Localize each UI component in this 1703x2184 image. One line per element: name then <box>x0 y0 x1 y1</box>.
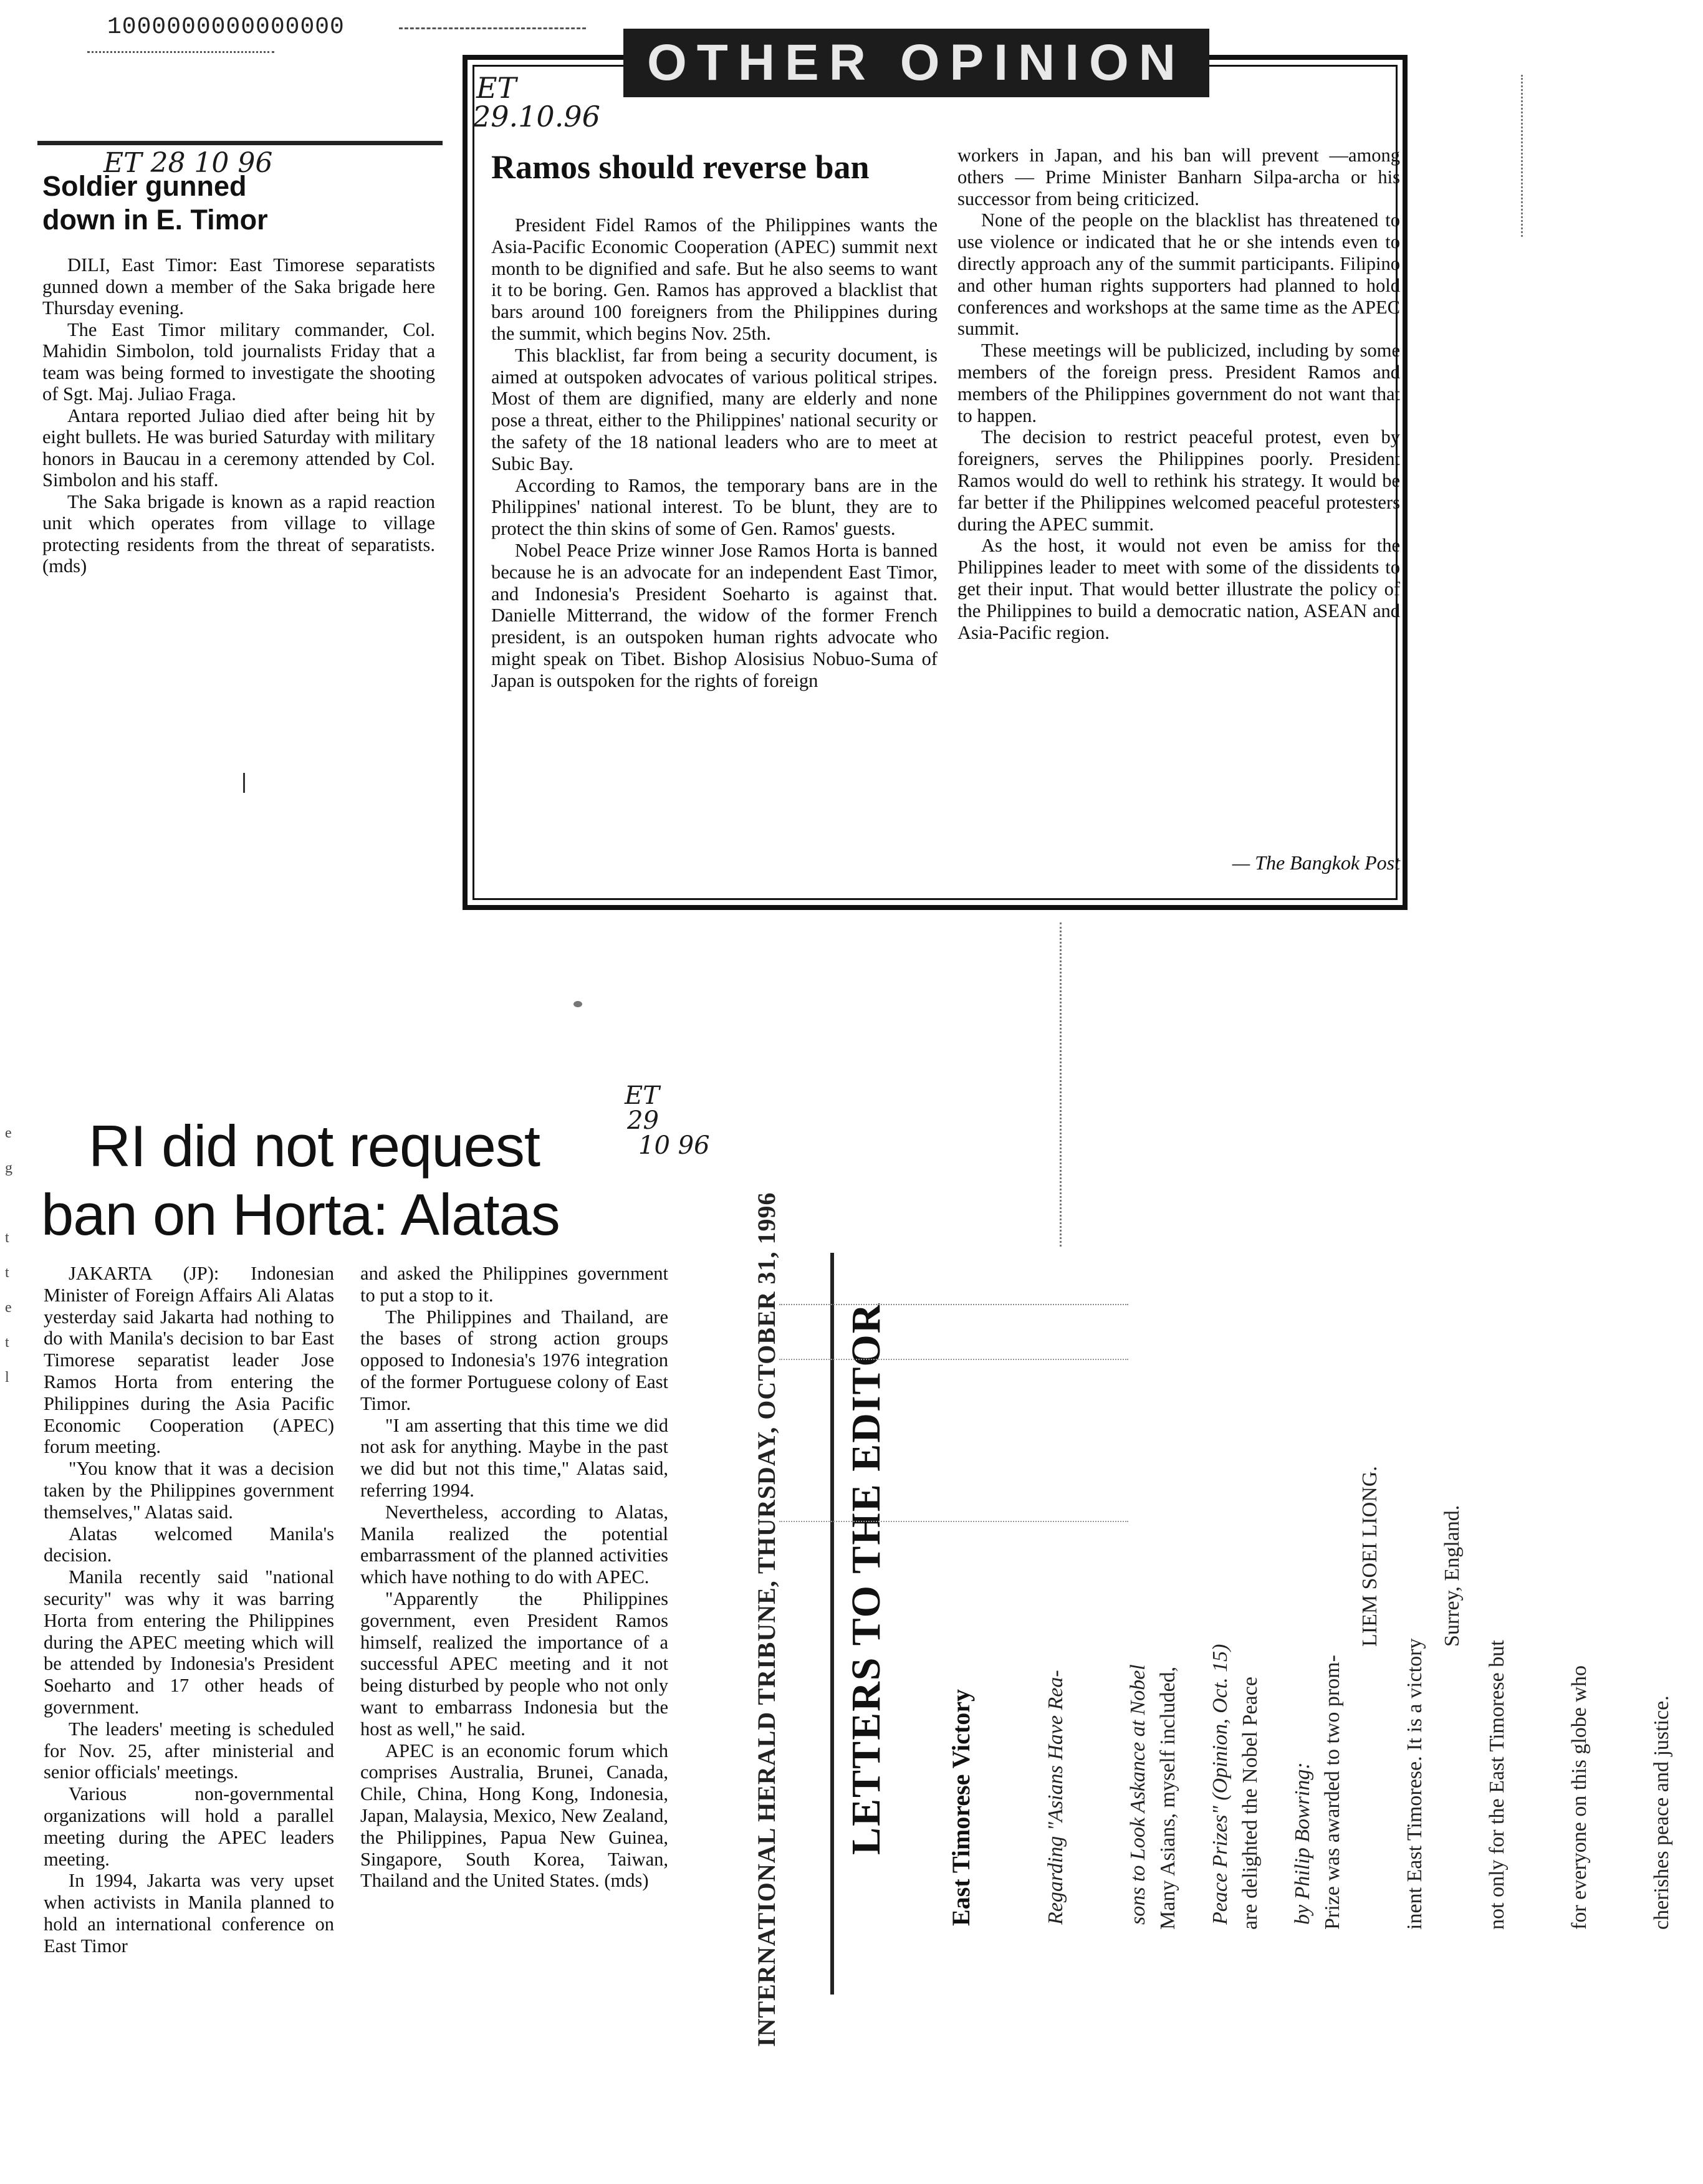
opinion-paragraph: This blacklist, far from being a security document, is aimed at outspoken advocates of various political stripes. Most of them are dignified, many are elderly and none pose a threat, either to the Philippines' national security or the safety of the 18 national leaders who are to meet at Subic Bay. <box>491 344 938 474</box>
letter-reference-rotated: Regarding "Asians Have Rea- sons to Look Askance at Nobel Peace Prizes" (Opinion, Oct. 15) by Philip Bowring: <box>1044 1644 1314 1925</box>
section-rule <box>830 1253 834 1995</box>
section-title-rotated: LETTERS TO THE EDITOR <box>843 1302 889 1855</box>
opinion-paragraph: As the host, it would not even be amiss for the Philippines leader to meet with some of the dissidents to get their input. That would better illustrate the policy of the Philippines to build a democratic nation, ASEAN and Asia-Pacific region. <box>957 535 1400 643</box>
ri-paragraph: JAKARTA (JP): Indonesian Minister of Foreign Affairs Ali Alatas yesterday said Jakarta had nothing to do with Manila's decision to bar East Timorese separatist leader Jose Ramos Horta from entering the Philippines during the Asia Pacific Economic Cooperation (APEC) forum meeting. <box>44 1263 334 1458</box>
opinion-column-1 <box>491 214 938 692</box>
ri-paragraph: The Philippines and Thailand, are the bases of strong action groups opposed to Indonesia's 1976 integration of the former Portuguese colony of East Timor. <box>360 1306 668 1414</box>
masthead-rotated: INTERNATIONAL HERALD TRIBUNE, THURSDAY, OCTOBER 31, 1996 <box>752 1192 780 2047</box>
ri-column-1 <box>44 1263 334 1957</box>
letter-title-rotated: East Timorese Victory <box>947 1689 975 1926</box>
top-rule <box>37 141 443 145</box>
edge-fragments: e g t t e t l <box>5 1125 12 1386</box>
ri-paragraph: APEC is an economic forum which comprises Australia, Brunei, Canada, Chile, China, Hong Kong, Indonesia, Japan, Malaysia, Mexico, New Zealand, the Philippines, Papua New Guinea, Singapore, South Korea, Taiwan, Thailand and the United States. (mds) <box>360 1740 668 1892</box>
opinion-paragraph: workers in Japan, and his ban will prevent —among others — Prime Minister Banharn Silpa-archa or his successor from being criticized. <box>957 145 1400 209</box>
opinion-paragraph: The decision to restrict peaceful protest, even by foreigners, serves the Philippines poorly. President Ramos would do well to rethink his strategy. It would be far better if the Philippines welcomed peaceful protesters during the APEC summit. <box>957 426 1400 535</box>
letter-signature-rotated: LIEM SOEI LIONG. Surrey, England. <box>1358 1466 1464 1647</box>
letter-body-rotated: Many Asians, myself included, are delighted the Nobel Peace Prize was awarded to two prom- inent East Timorese. It is a victory not only for the East Timorese but for everyone on this globe who cherishes peace and justice. <box>1156 1638 1673 1930</box>
scan-artifact <box>1521 75 1523 237</box>
scan-artifact <box>779 1304 1128 1305</box>
soldier-article <box>42 170 435 577</box>
opinion-column-2 <box>957 145 1400 643</box>
opinion-banner: OTHER OPINION <box>623 29 1209 97</box>
ri-paragraph: "You know that it was a decision taken by the Philippines government themselves," Alatas said. <box>44 1458 334 1523</box>
ri-column-2 <box>360 1263 668 1892</box>
handwritten-note-ri: ET 29 10 96 <box>625 1081 710 1160</box>
ri-paragraph: Various non-governmental organizations will hold a parallel meeting during the APEC leaders meeting. <box>44 1783 334 1870</box>
opinion-credit: — The Bangkok Post <box>1232 851 1400 874</box>
ri-paragraph: "I am asserting that this time we did not ask for anything. Maybe in the past we did but not this time," Alatas said, referring 1994. <box>360 1414 668 1501</box>
opinion-paragraph: According to Ramos, the temporary bans are in the Philippines' national interest. To be blunt, they are to protect the thin skins of some of Gen. Ramos' guests. <box>491 474 938 540</box>
opinion-paragraph: Nobel Peace Prize winner Jose Ramos Horta is banned because he is an advocate for an independent East Timor, and Indonesia's President Soeharto is against that. Danielle Mitterrand, the widow of the former French president, is an outspoken human rights advocate who might speak on Tibet. Bishop Alosisius Nobuo-Suma of Japan is outspoken for the rights of foreign <box>491 539 938 691</box>
stray-mark <box>243 773 245 793</box>
article-paragraph: The Saka brigade is known as a rapid reaction unit which operates from village to village protecting residents from the threat of separatists. (mds) <box>42 491 435 577</box>
scan-artifact <box>1060 922 1062 1247</box>
opinion-paragraph: President Fidel Ramos of the Philippines wants the Asia-Pacific Economic Cooperation (APEC) summit next month to be dignified and safe. But he also seems to want it to be boring. Gen. Ramos has approved a blacklist that bars around 100 foreigners from the Philippines during the summit, which begins Nov. 25th. <box>491 214 938 344</box>
article-headline-line2: down in E. Timor <box>42 204 268 236</box>
opinion-headline: Ramos should reverse ban <box>491 148 870 186</box>
serial-number: 1000000000000000 <box>107 14 345 41</box>
article-body <box>42 254 435 577</box>
article-paragraph: DILI, East Timor: East Timorese separatists gunned down a member of the Saka brigade here Thursday evening. <box>42 254 435 318</box>
scan-artifact <box>779 1359 1128 1360</box>
ri-paragraph: Alatas welcomed Manila's decision. <box>44 1523 334 1566</box>
handwritten-note: ET 29.10.96 <box>473 71 600 133</box>
article-headline-line1: Soldier gunned <box>42 170 247 202</box>
ri-paragraph: and asked the Philippines government to put a stop to it. <box>360 1263 668 1306</box>
ri-paragraph: Manila recently said "national security" was why it was barring Horta from entering the Philippines during the APEC meeting which will be attended by Indonesia's President Soeharto and 17 other heads of government. <box>44 1566 334 1718</box>
article-paragraph: Antara reported Juliao died after being hit by eight bullets. He was buried Saturday with military honors in Baucau in a ceremony attended by Col. Simbolon and his staff. <box>42 405 435 491</box>
scan-artifact <box>779 1521 1128 1522</box>
ri-paragraph: "Apparently the Philippines government, even President Ramos himself, realized the importance of a successful APEC meeting and it not being disturbed by people who not only want to embarrass Indonesia but the host as well," he said. <box>360 1588 668 1740</box>
dotted-rule <box>87 51 274 53</box>
article-paragraph: The East Timor military commander, Col. Mahidin Simbolon, told journalists Friday that a team was being formed to investigate the shooting of Sgt. Maj. Juliao Fraga. <box>42 318 435 405</box>
ri-paragraph: In 1994, Jakarta was very upset when activists in Manila planned to hold an international conference on East Timor <box>44 1870 334 1957</box>
handwritten-date-note: ET 28 10 96 <box>103 147 273 179</box>
ri-paragraph: The leaders' meeting is scheduled for Nov. 25, after ministerial and senior officials' meetings. <box>44 1718 334 1783</box>
scan-speck <box>573 1001 582 1007</box>
opinion-paragraph: None of the people on the blacklist has threatened to use violence or indicated that he or she intends even to directly approach any of the summit participants. Filipino and other human rights supporters had planned to hold conferences and workshops at the same time as the APEC summit. <box>957 209 1400 340</box>
opinion-paragraph: These meetings will be publicized, including by some members of the foreign press. President Ramos and members of the Philippines government do not want that to happen. <box>957 340 1400 426</box>
ri-paragraph: Nevertheless, according to Alatas, Manila realized the potential embarrassment of the planned activities which have nothing to do with APEC. <box>360 1501 668 1588</box>
ri-article-headline: RI did not request ban on Horta: Alatas <box>41 1113 560 1247</box>
dashed-rule <box>399 27 586 29</box>
